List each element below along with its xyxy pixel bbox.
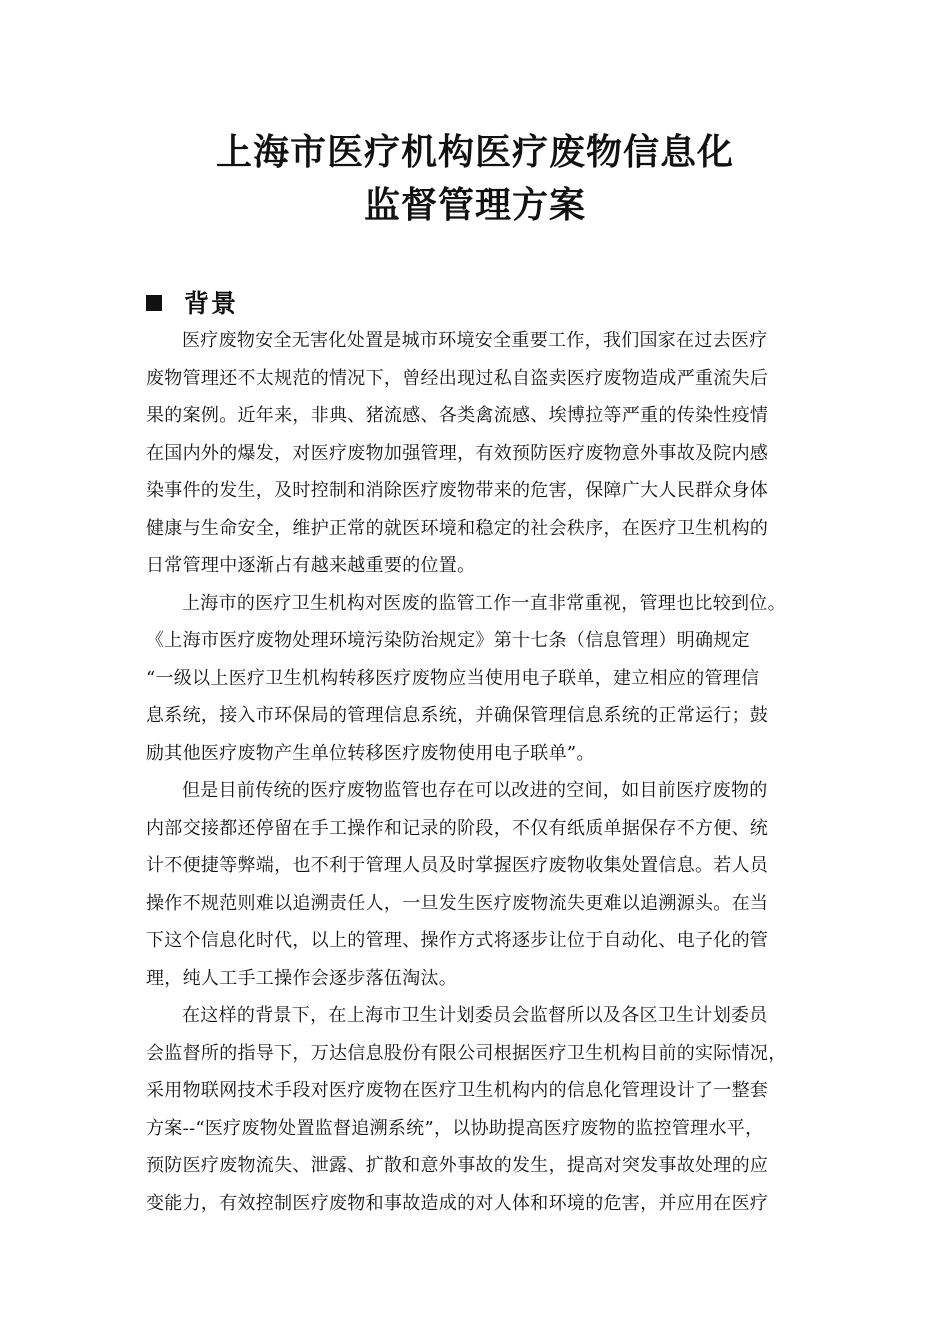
section-title: 背景: [184, 289, 239, 318]
paragraph-line: 《上海市医疗废物处理环境污染防治规定》第十七条（信息管理）明确规定: [146, 630, 750, 651]
document-title-line-1: 上海市医疗机构医疗废物信息化: [215, 131, 734, 173]
paragraph-line: 息系统，接入市环保局的管理信息系统，并确保管理信息系统的正常运行；鼓: [146, 705, 769, 726]
paragraph-line: 医疗废物安全无害化处置是城市环境安全重要工作，我们国家在过去医疗: [182, 330, 768, 351]
paragraph-line: 预防医疗废物流失、泄露、扩散和意外事故的发生，提高对突发事故处理的应: [146, 1155, 769, 1176]
paragraph-line: 在国内外的爆发，对医疗废物加强管理，有效预防医疗废物意外事故及院内感: [146, 442, 769, 464]
document-title-line-2: 监督管理方案: [363, 184, 586, 226]
body-text: [146, 322, 826, 1222]
paragraph-line: 上海市的医疗卫生机构对医废的监管工作一直非常重视，管理也比较到位。: [182, 592, 786, 614]
paragraph-line: 会监督所的指导下，万达信息股份有限公司根据医疗卫生机构目前的实际情况，: [146, 1042, 787, 1064]
black-square-icon: [146, 295, 162, 311]
paragraph-line: 在这样的背景下，在上海市卫生计划委员会监督所以及各区卫生计划委员: [182, 1005, 768, 1026]
paragraph-line: 但是目前传统的医疗废物监管也存在可以改进的空间，如目前医疗废物的: [182, 780, 768, 801]
paragraph-line: 废物管理还不太规范的情况下，曾经出现过私自盗卖医疗废物造成严重流失后: [146, 367, 769, 389]
paragraph-line: 方案--“医疗废物处置监督追溯系统”，以协助提高医疗废物的监控管理水平，: [146, 1117, 764, 1139]
paragraph-line: 理，纯人工手工操作会逐步落伍淘汰。: [146, 967, 458, 989]
paragraph-line: 下这个信息化时代，以上的管理、操作方式将逐步让位于自动化、电子化的管: [146, 930, 769, 951]
paragraph-line: 染事件的发生，及时控制和消除医疗废物带来的危害，保障广大人民群众身体: [146, 480, 769, 501]
paragraph-line: 健康与生命安全，维护正常的就医环境和稳定的社会秩序，在医疗卫生机构的: [146, 517, 769, 539]
paragraph-line: 内部交接都还停留在手工操作和记录的阶段，不仅有纸质单据保存不方便、统: [146, 817, 769, 839]
section-heading: [146, 282, 238, 322]
paragraph-line: 变能力，有效控制医疗废物和事故造成的对人体和环境的危害，并应用在医疗: [146, 1192, 769, 1214]
paragraph-line: 果的案例。近年来，非典、猪流感、各类禽流感、埃博拉等严重的传染性疫情: [146, 405, 769, 426]
paragraph-line: 操作不规范则难以追溯责任人，一旦发生医疗废物流失更难以追溯源头。在当: [146, 892, 769, 914]
paragraph-line: “一级以上医疗卫生机构转移医疗废物应当使用电子联单，建立相应的管理信: [146, 667, 760, 689]
paragraph-line: 采用物联网技术手段对医疗废物在医疗卫生机构内的信息化管理设计了一整套: [146, 1080, 769, 1101]
paragraph-line: 计不便捷等弊端，也不利于管理人员及时掌握医疗废物收集处置信息。若人员: [146, 855, 769, 876]
paragraph-line: 日常管理中逐渐占有越来越重要的位置。: [146, 555, 476, 576]
paragraph-line: 励其他医疗废物产生单位转移医疗废物使用电子联单”。: [146, 742, 595, 764]
